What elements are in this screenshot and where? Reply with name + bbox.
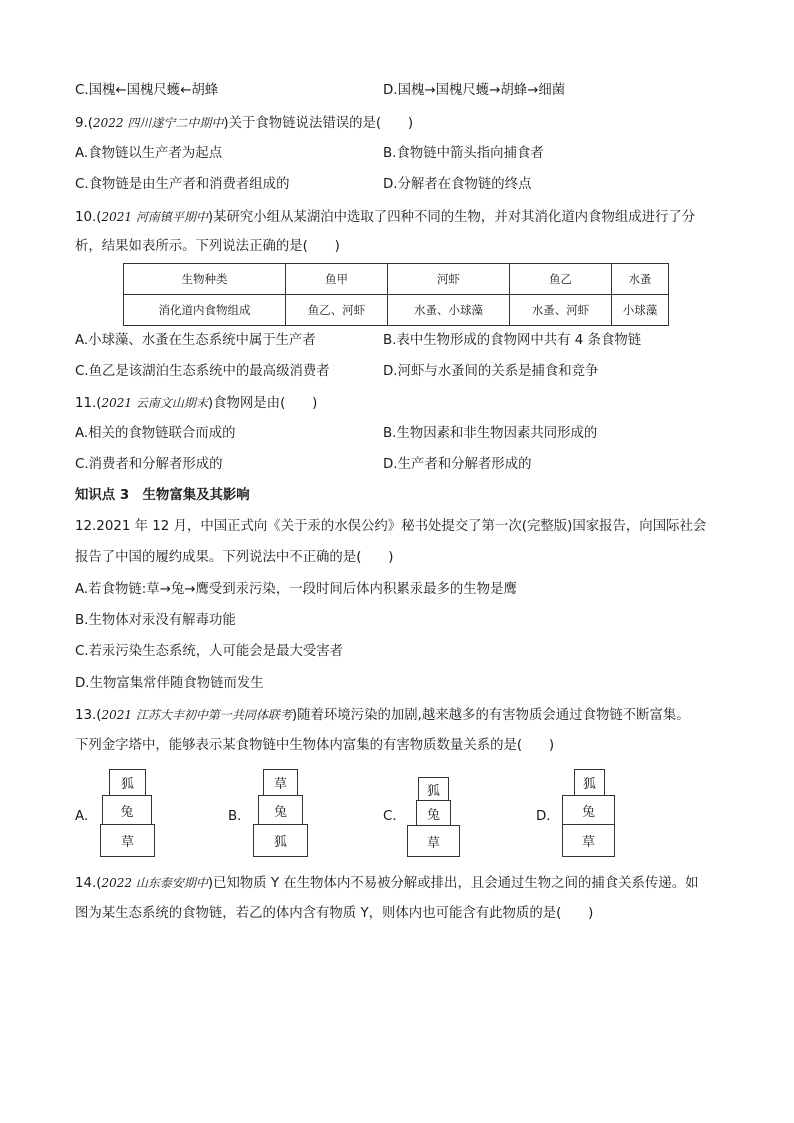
q10-option-d: D.河虾与水蚤间的关系是捕食和竞争 bbox=[383, 364, 599, 379]
question-13-stem-line2: 下列金字塔中，能够表示某食物链中生物体内富集的有害物质数量关系的是( ) bbox=[75, 738, 555, 753]
q11-option-a: A.相关的食物链联合而成的 bbox=[75, 426, 236, 441]
question-source: 2021 江苏大丰初中第一共同体联考 bbox=[101, 708, 292, 722]
q10-option-b: B.表中生物形成的食物网中共有 4 条食物链 bbox=[383, 333, 642, 348]
question-14-stem-line2: 图为某生态系统的食物链，若乙的体内含有物质 Y，则体内也可能含有此物质的是( ) bbox=[75, 906, 594, 921]
q12-option-b: B.生物体对汞没有解毒功能 bbox=[75, 613, 236, 628]
question-source: 2022 山东泰安期中 bbox=[101, 876, 208, 890]
q12-option-d: D.生物富集常伴随食物链而发生 bbox=[75, 676, 264, 691]
pyramid-mid-box: 兔 bbox=[416, 800, 451, 826]
pyramid-mid-box: 兔 bbox=[562, 795, 615, 825]
question-14-stem bbox=[75, 873, 698, 894]
question-number: 9.( bbox=[75, 116, 94, 131]
question-source: 2022 四川遂宁二中期中 bbox=[93, 116, 224, 130]
question-text: )已知物质 Y 在生物体内不易被分解或排出，且会通过生物之间的捕食关系传递。如 bbox=[207, 876, 699, 891]
option-label: B． bbox=[228, 809, 251, 824]
pyramid-bottom-box: 草 bbox=[407, 825, 460, 857]
question-11-stem bbox=[75, 393, 317, 414]
table-header-cell: 水蚤 bbox=[612, 264, 669, 295]
question-number: 13.( bbox=[75, 708, 102, 723]
option-c-prev: C.国槐←国槐尺蠖←胡蜂 bbox=[75, 83, 219, 98]
q9-option-b: B.食物链中箭头指向捕食者 bbox=[383, 146, 544, 161]
question-text: )食物网是由( ) bbox=[207, 396, 318, 411]
q10-option-c: C.鱼乙是该湖泊生态系统中的最高级消费者 bbox=[75, 364, 330, 379]
q12-option-c: C.若汞污染生态系统，人可能会是最大受害者 bbox=[75, 644, 344, 659]
question-10-stem-line2: 析，结果如表所示。下列说法正确的是( ) bbox=[75, 239, 340, 254]
pyramid-mid-box: 兔 bbox=[258, 795, 303, 825]
question-number: 11.( bbox=[75, 396, 102, 411]
q9-option-c: C.食物链是由生产者和消费者组成的 bbox=[75, 177, 290, 192]
question-12-stem: 12.2021 年 12 月，中国正式向《关于汞的水俣公约》秘书处提交了第一次(完整版)国家报告，向国际社会 bbox=[75, 519, 707, 534]
table-cell: 消化道内食物组成 bbox=[124, 295, 286, 326]
table-cell: 鱼乙、河虾 bbox=[286, 295, 388, 326]
question-number: 14.( bbox=[75, 876, 102, 891]
option-label: C． bbox=[383, 809, 406, 824]
table-header-row bbox=[124, 264, 669, 295]
q11-option-c: C.消费者和分解者形成的 bbox=[75, 457, 223, 472]
question-12-stem-line2: 报告了中国的履约成果。下列说法中不正确的是( ) bbox=[75, 550, 394, 565]
option-label: A． bbox=[75, 809, 98, 824]
pyramid-mid-box: 兔 bbox=[102, 795, 152, 825]
table-header-cell: 河虾 bbox=[388, 264, 510, 295]
pyramid-top-box: 草 bbox=[263, 769, 298, 796]
table-header-cell: 鱼甲 bbox=[286, 264, 388, 295]
food-composition-table bbox=[123, 263, 669, 326]
question-text: )关于食物链说法错误的是( ) bbox=[223, 116, 414, 131]
pyramid-bottom-box: 草 bbox=[562, 824, 615, 857]
question-source: 2021 云南文山期末 bbox=[101, 396, 208, 410]
q11-option-b: B.生物因素和非生物因素共同形成的 bbox=[383, 426, 598, 441]
pyramid-top-box: 狐 bbox=[574, 769, 605, 796]
table-cell: 小球藻 bbox=[612, 295, 669, 326]
pyramid-bottom-box: 狐 bbox=[253, 824, 308, 857]
table-cell: 水蚤、河虾 bbox=[510, 295, 612, 326]
table-cell: 水蚤、小球藻 bbox=[388, 295, 510, 326]
question-9-stem bbox=[75, 113, 413, 134]
pyramid-top-box: 狐 bbox=[109, 769, 146, 796]
pyramid-bottom-box: 草 bbox=[100, 824, 155, 857]
table-header-cell: 鱼乙 bbox=[510, 264, 612, 295]
section-heading: 知识点 3 生物富集及其影响 bbox=[75, 488, 250, 503]
question-number: 10.( bbox=[75, 210, 102, 225]
question-text: )随着环境污染的加剧,越来越多的有害物质会通过食物链不断富集。 bbox=[291, 708, 690, 723]
table-header-cell: 生物种类 bbox=[124, 264, 286, 295]
question-10-stem bbox=[75, 207, 695, 228]
option-d-prev: D.国槐→国槐尺蠖→胡蜂→细菌 bbox=[383, 83, 566, 98]
q12-option-a: A.若食物链:草→兔→鹰受到汞污染，一段时间后体内积累汞最多的生物是鹰 bbox=[75, 582, 517, 597]
question-13-stem bbox=[75, 705, 690, 726]
question-source: 2021 河南镇平期中 bbox=[101, 210, 208, 224]
q9-option-a: A.食物链以生产者为起点 bbox=[75, 146, 223, 161]
q10-option-a: A.小球藻、水蚤在生态系统中属于生产者 bbox=[75, 333, 316, 348]
q9-option-d: D.分解者在食物链的终点 bbox=[383, 177, 532, 192]
question-text: )某研究小组从某湖泊中选取了四种不同的生物，并对其消化道内食物组成进行了分 bbox=[207, 210, 696, 225]
pyramid-top-box: 狐 bbox=[418, 777, 449, 801]
q11-option-d: D.生产者和分解者形成的 bbox=[383, 457, 532, 472]
option-label: D． bbox=[536, 809, 560, 824]
table-row bbox=[124, 295, 669, 326]
